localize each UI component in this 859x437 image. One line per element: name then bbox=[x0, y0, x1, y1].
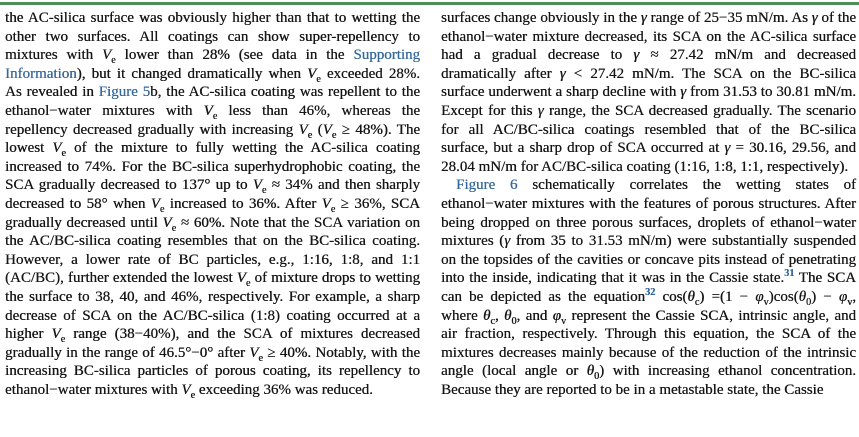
text-segment: e bbox=[190, 389, 196, 401]
text-segment: V bbox=[101, 47, 112, 64]
text-segment: of the mixture to fully wetting the AC-silica coating increased to 74%. For the BC-silica superhydrophobic coating, the SCA gradually decreased to 137° up to bbox=[5, 140, 420, 194]
text-segment: γ bbox=[504, 233, 511, 250]
text-segment: ≈ 60%. Note that the SCA variation on the AC/BC-silica coating resembles that on the BC-silica coating. However, a lower rate of BC particles, e.g., 1:16, 1:8, and 1:1 (AC/BC), further extended the lowest bbox=[5, 214, 420, 287]
inline-link[interactable]: Figure 6 bbox=[456, 177, 518, 194]
left-column bbox=[5, 9, 420, 437]
text-segment: b, the AC-silica coating was repellent to the ethanol−water mixtures with bbox=[5, 84, 420, 119]
paragraph-right-1 bbox=[441, 9, 856, 176]
text-segment: from 31.53 to 30.81 mN/m. Except for this bbox=[441, 84, 856, 119]
text-segment: v bbox=[763, 296, 769, 308]
text-segment: γ bbox=[537, 102, 544, 119]
text-segment: ) − bbox=[811, 288, 839, 305]
text-segment: v bbox=[560, 315, 567, 327]
text-segment: , bbox=[494, 307, 505, 324]
text-segment: e bbox=[111, 55, 116, 67]
text-segment: e bbox=[61, 148, 66, 160]
text-segment: V bbox=[252, 177, 262, 194]
text-segment: e bbox=[258, 352, 263, 364]
text-segment: v bbox=[847, 296, 853, 308]
text-segment: V bbox=[51, 326, 61, 343]
text-segment: ≈ 27.42 mN/m and decreased dramatically after bbox=[441, 47, 856, 82]
text-segment: e bbox=[316, 73, 321, 85]
text-segment: )cos( bbox=[768, 288, 799, 305]
text-segment: e bbox=[261, 185, 267, 197]
text-segment: e bbox=[159, 203, 165, 215]
text-segment: θ bbox=[798, 288, 806, 305]
text-segment: 0 bbox=[805, 296, 812, 308]
text-segment: from 35 to 31.53 mN/m) were substantially suspended on the topsides of the cavities or concave pits instead of penetrating into the inside, indicating that it was in the Cassie state. bbox=[441, 233, 856, 287]
text-segment: V bbox=[322, 121, 332, 138]
text-segment: c bbox=[490, 315, 495, 327]
text-segment: , and bbox=[516, 307, 553, 324]
text-segment: θ bbox=[504, 307, 512, 324]
text-segment: γ bbox=[640, 10, 647, 26]
text-segment: e bbox=[60, 334, 66, 346]
text-segment: ≥ 48%). The lowest bbox=[5, 121, 420, 157]
text-segment: ≈ 34% and then sharply decreased to 58° when bbox=[5, 177, 420, 212]
text-segment: γ bbox=[811, 10, 818, 26]
text-segment: ≥ 36%, SCA gradually decreased until bbox=[5, 195, 420, 231]
text-segment: 0 bbox=[511, 315, 517, 327]
text-segment: φ bbox=[552, 307, 561, 324]
text-segment: < 27.42 mN/m. The SCA on the BC-silica surface underwent a sharp decline with bbox=[441, 65, 857, 101]
text-segment: e bbox=[171, 222, 177, 234]
text-segment: γ bbox=[559, 65, 566, 82]
text-segment: V bbox=[203, 102, 213, 119]
text-segment: of the ethanol−water mixture decreased, its SCA on the AC-silica surface had a gradual decrease to bbox=[441, 10, 856, 64]
top-rule bbox=[0, 2, 859, 5]
text-segment: lower than 28% (see data in the bbox=[115, 47, 354, 64]
text-segment: range (38−40%), and the SCA of mixtures decreased gradually in the range of 46.5°−0° after bbox=[5, 326, 421, 361]
text-segment: φ bbox=[838, 288, 848, 305]
text-segment: surfaces change obviously in the bbox=[441, 10, 641, 26]
text-segment: V bbox=[321, 195, 331, 212]
reference-citation-link[interactable]: 32 bbox=[645, 286, 656, 298]
text-segment: φ bbox=[755, 288, 764, 305]
text-segment: γ bbox=[724, 140, 731, 157]
text-columns bbox=[5, 9, 856, 437]
right-column bbox=[441, 9, 856, 437]
text-segment: e bbox=[245, 278, 251, 290]
text-segment: , where bbox=[441, 288, 856, 324]
paragraph-right-2 bbox=[441, 176, 856, 399]
text-segment: 0 bbox=[594, 371, 600, 383]
text-segment: represent the Cassie SCA, intrinsic angle, and air fraction, respectively. Through this equation, the SCA of the mixtures decreases mainly because of the reduction of the intrinsic angle (local angle or bbox=[441, 307, 856, 380]
reference-citation-link[interactable]: 31 bbox=[784, 268, 795, 280]
text-segment: V bbox=[236, 270, 246, 287]
text-segment: ( bbox=[312, 121, 323, 138]
text-segment: θ bbox=[687, 288, 695, 305]
text-segment: θ bbox=[483, 307, 491, 324]
text-segment: e bbox=[330, 203, 336, 215]
inline-link[interactable]: Figure 5 bbox=[98, 84, 151, 101]
text-segment: of mixture drops to wetting the surface to 38, 40, and 46%, respectively. For example, a sharp decrease of SCA on the AC/BC-silica (1:8) coating occurred at a higher bbox=[5, 270, 420, 343]
text-segment: θ bbox=[586, 363, 595, 380]
paragraph-left-1 bbox=[5, 9, 420, 399]
text-segment: cos( bbox=[655, 288, 688, 305]
text-segment: the AC-silica surface was obviously higher than that to wetting the other two surfaces. All coatings can show super-repellency to mixtures with bbox=[5, 10, 420, 64]
text-segment: exceeded 28%. As revealed in bbox=[5, 65, 420, 101]
text-segment: e bbox=[331, 129, 337, 141]
text-segment: γ bbox=[633, 47, 640, 64]
text-segment: V bbox=[52, 140, 62, 157]
text-segment: ), but it changed dramatically when bbox=[76, 65, 308, 82]
text-segment: ) =(1 − bbox=[699, 288, 756, 305]
text-segment: increased to 36%. After bbox=[164, 195, 322, 212]
text-segment: range of 25−35 mN/m. As bbox=[646, 10, 812, 26]
text-segment: V bbox=[162, 214, 172, 231]
text-segment: less than 46%, whereas the repellency decreased gradually with increasing bbox=[5, 102, 420, 138]
text-segment: V bbox=[249, 344, 259, 361]
text-segment: range, the SCA decreased gradually. The scenario for all AC/BC-silica coatings resembled that of the BC-silica surface, but a sharp drop of SCA occurred at bbox=[441, 102, 856, 157]
text-segment: = 30.16, 29.56, and 28.04 mN/m for AC/BC-silica coating (1:16, 1:8, 1:1, respectively). bbox=[441, 140, 856, 175]
text-segment: e bbox=[212, 110, 218, 122]
text-segment: ) with increasing ethanol concentration. Because they are reported to be in a metastable state, the Cassie bbox=[441, 363, 856, 398]
text-segment: c bbox=[694, 296, 700, 308]
text-segment: e bbox=[307, 129, 313, 141]
inline-link[interactable]: Supporting Information bbox=[5, 47, 420, 82]
text-segment: V bbox=[150, 195, 160, 212]
text-segment: γ bbox=[680, 84, 687, 101]
text-segment: V bbox=[181, 381, 191, 398]
text-segment: The SCA can be depicted as the equation bbox=[441, 270, 856, 305]
text-segment: ≥ 40%. Notably, with the increasing BC-silica particles of porous coating, its repellency to ethanol−water mixtures with bbox=[5, 344, 421, 398]
text-segment: V bbox=[298, 121, 308, 138]
text-segment: V bbox=[307, 65, 317, 82]
text-segment: schematically correlates the wetting states of ethanol−water mixtures with the features of porous structures. After being dropped on three porous surfaces, droplets of ethanol−water mixtures ( bbox=[441, 177, 856, 250]
text-segment: exceeding 36% was reduced. bbox=[195, 381, 373, 398]
